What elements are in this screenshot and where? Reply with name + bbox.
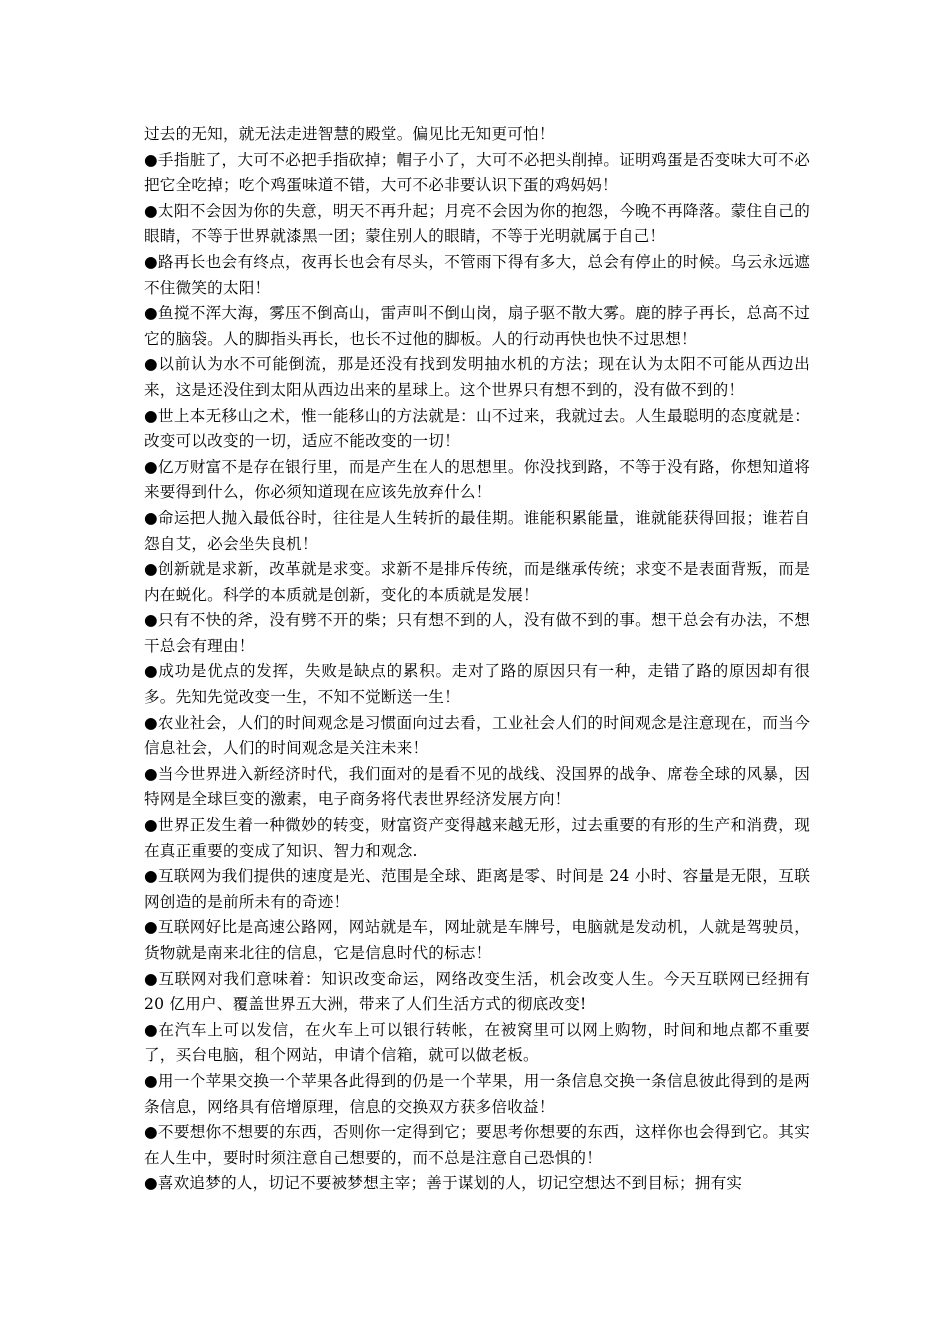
paragraph: ●互联网为我们提供的速度是光、范围是全球、距离是零、时间是 24 小时、容量是无限，互联网创造的是前所未有的奇迹！ [144,867,810,911]
paragraph: ●互联网好比是高速公路网，网站就是车，网址就是车牌号，电脑就是发动机，人就是驾驶员，货物就是南来北往的信息，它是信息时代的标志！ [144,918,810,962]
paragraph: ●手指脏了，大可不必把手指砍掉；帽子小了，大可不必把头削掉。证明鸡蛋是否变味大可不必把它全吃掉；吃个鸡蛋味道不错，大可不必非要认识下蛋的鸡妈妈！ [144,150,810,195]
paragraph: ●太阳不会因为你的失意，明天不再升起；月亮不会因为你的抱怨，今晚不再降落。蒙住自己的眼睛，不等于世界就漆黑一团；蒙住别人的眼睛，不等于光明就属于自己！ [144,201,810,246]
paragraph: ●成功是优点的发挥，失败是缺点的累积。走对了路的原因只有一种，走错了路的原因却有很多。先知先觉改变一生，不知不觉断送一生！ [144,662,810,707]
paragraph: ●命运把人抛入最低谷时，往往是人生转折的最佳期。谁能积累能量，谁就能获得回报；谁若自怨自艾，必会坐失良机！ [144,508,810,553]
paragraph: ●世上本无移山之术，惟一能移山的方法就是：山不过来，我就过去。人生最聪明的态度就是：改变可以改变的一切，适应不能改变的一切！ [144,406,810,451]
document-text-body [144,122,810,1197]
paragraph: ●世界正发生着一种微妙的转变，财富资产变得越来越无形，过去重要的有形的生产和消费，现在真正重要的变成了知识、智力和观念. [144,816,810,860]
paragraph: ●在汽车上可以发信，在火车上可以银行转帐，在被窝里可以网上购物，时间和地点都不重要了，买台电脑，租个网站，申请个信箱，就可以做老板。 [144,1020,810,1065]
paragraph: ●路再长也会有终点，夜再长也会有尽头，不管雨下得有多大，总会有停止的时候。乌云永远遮不住微笑的太阳！ [144,252,810,297]
paragraph: ●不要想你不想要的东西，否则你一定得到它；要思考你想要的东西，这样你也会得到它。其实在人生中，要时时须注意自己想要的，而不总是注意自己恐惧的！ [144,1123,810,1167]
paragraph: ●亿万财富不是存在银行里，而是产生在人的思想里。你没找到路，不等于没有路，你想知道将来要得到什么，你必须知道现在应该先放弃什么！ [144,457,810,502]
paragraph: ●只有不快的斧，没有劈不开的柴；只有想不到的人，没有做不到的事。想干总会有办法，不想干总会有理由！ [144,611,810,655]
paragraph: ●当今世界进入新经济时代，我们面对的是看不见的战线、没国界的战争、席卷全球的风暴，因特网是全球巨变的激素，电子商务将代表世界经济发展方向！ [144,764,810,809]
paragraph: ●以前认为水不可能倒流，那是还没有找到发明抽水机的方法；现在认为太阳不可能从西边出来，这是还没住到太阳从西边出来的星球上。这个世界只有想不到的，没有做不到的！ [144,355,810,399]
paragraph: ●互联网对我们意味着：知识改变命运，网络改变生活，机会改变人生。今天互联网已经拥有 20 亿用户、覆盖世界五大洲，带来了人们生活方式的彻底改变! [144,969,810,1014]
paragraph: ●创新就是求新，改革就是求变。求新不是排斥传统，而是继承传统；求变不是表面背叛，而是内在蜕化。科学的本质就是创新，变化的本质就是发展！ [144,560,810,604]
paragraph: ●用一个苹果交换一个苹果各此得到的仍是一个苹果，用一条信息交换一条信息彼此得到的是两条信息，网络具有倍增原理，信息的交换双方获多倍收益！ [144,1071,810,1116]
paragraph: ●农业社会，人们的时间观念是习惯面向过去看，工业社会人们的时间观念是注意现在，而当今信息社会，人们的时间观念是关注未来！ [144,713,810,758]
paragraph: ●鱼搅不浑大海，雾压不倒高山，雷声叫不倒山岗，扇子驱不散大雾。鹿的脖子再长，总高不过它的脑袋。人的脚指头再长，也长不过他的脚板。人的行动再快也快不过思想！ [144,304,810,348]
paragraph: ●喜欢追梦的人，切记不要被梦想主宰；善于谋划的人，切记空想达不到目标；拥有实 [144,1174,743,1193]
paragraph: 过去的无知，就无法走进智慧的殿堂。偏见比无知更可怕！ [144,125,555,143]
